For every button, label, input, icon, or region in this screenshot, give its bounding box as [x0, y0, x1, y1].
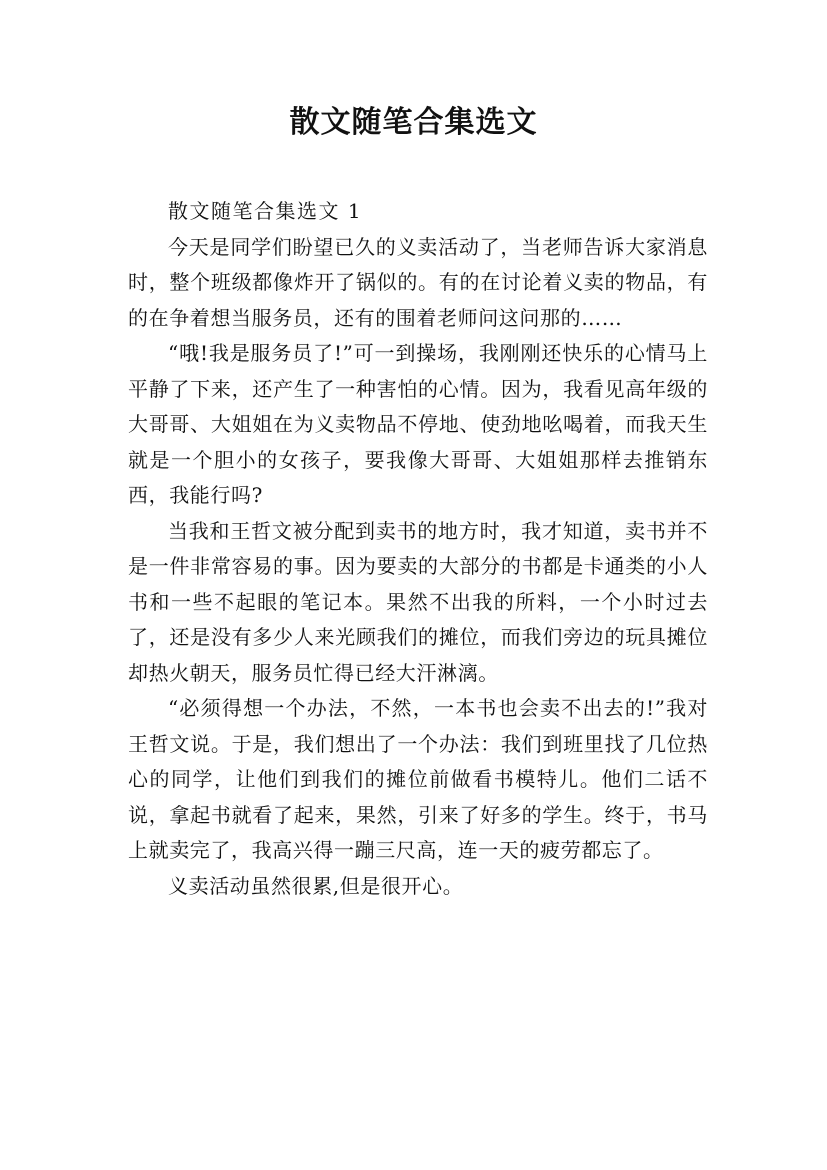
paragraph: 当我和王哲文被分配到卖书的地方时，我才知道，卖书并不是一件非常容易的事。因为要卖的大部分的书都是卡通类的小人书和一些不起眼的笔记本。果然不出我的所料，一个小时过去了，还是没有多少人来光顾我们的摊位，而我们旁边的玩具摊位却热火朝天，服务员忙得已经大汗淋漓。	[128, 518, 708, 685]
paragraph: 义卖活动虽然很累,但是很开心。	[168, 873, 464, 898]
paragraph: 今天是同学们盼望已久的义卖活动了，当老师告诉大家消息时，整个班级都像炸开了锅似的。有的在讨论着义卖的物品，有的在争着想当服务员，还有的围着老师问这问那的……	[128, 234, 708, 330]
section-heading: 散文随笔合集选文 1	[168, 199, 363, 223]
paragraph: “哦!我是服务员了!”可一到操场，我刚刚还快乐的心情马上平静了下来，还产生了一种害怕的心情。因为，我看见高年级的大哥哥、大姐姐在为义卖物品不停地、使劲地吆喝着，而我天生就是一个胆小的女孩子，要我像大哥哥、大姐姐那样去推销东西，我能行吗?	[128, 341, 708, 507]
paragraph: “必须得想一个办法，不然，一本书也会卖不出去的!”我对王哲文说。于是，我们想出了一个办法：我们到班里找了几位热心的同学，让他们到我们的摊位前做看书模特儿。他们二话不说，拿起书就看了起来，果然，引来了好多的学生。终于，书马上就卖完了，我高兴得一蹦三尺高，连一天的疲劳都忘了。	[128, 696, 708, 862]
document-body	[128, 194, 708, 904]
document-title: 散文随笔合集选文	[289, 105, 538, 140]
